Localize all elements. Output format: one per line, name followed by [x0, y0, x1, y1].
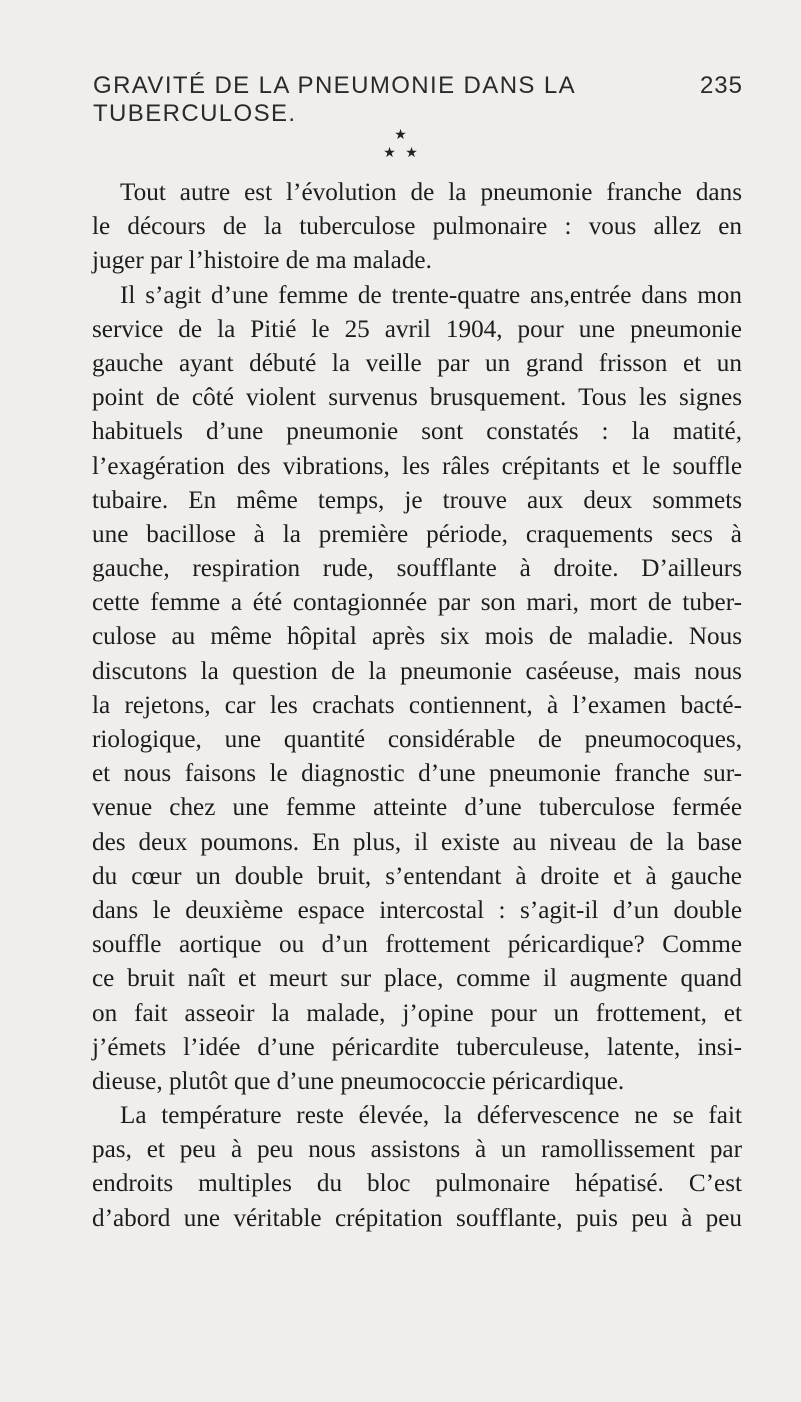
text-line: habituels d’une pneumonie sont constatés : la matité, [92, 418, 742, 446]
text-line: point de côté violent survenus brusquement. Tous les signes [92, 384, 742, 412]
paragraph-3 [92, 1099, 742, 1236]
text-line: culose au même hôpital après six mois de maladie. Nous [92, 623, 742, 651]
text-line: venue chez une femme atteinte d’une tuberculose fermée [92, 794, 742, 822]
page-header [93, 72, 743, 127]
text-line: juger par l’histoire de ma malade. [92, 247, 432, 275]
page-number: 235 [699, 72, 743, 99]
text-line: dans le deuxième espace intercostal : s’agit-il d’un double [92, 896, 742, 924]
text-line: pas, et peu à peu nous assistons à un ramollissement par [92, 1136, 742, 1164]
paragraph-2 [92, 279, 742, 1100]
text-line: la rejetons, car les crachats contiennent, à l’examen bacté- [92, 691, 742, 719]
text-line: cette femme a été contagionnée par son mari, mort de tuber- [92, 589, 742, 617]
text-line: des deux poumons. En plus, il existe au niveau de la base [92, 828, 742, 856]
text-line: le décours de la tuberculose pulmonaire : vous allez en [92, 213, 742, 241]
text-line: j’émets l’idée d’une péricardite tuberculeuse, latente, insi- [92, 1033, 742, 1061]
paragraph-1 [92, 176, 742, 279]
text-line: gauche ayant débuté la veille par un grand frisson et un [92, 349, 742, 377]
running-title: GRAVITÉ DE LA PNEUMONIE DANS LA TUBERCULOSE. [93, 72, 575, 127]
text-line: on fait asseoir la malade, j’opine pour un frottement, et [92, 999, 742, 1027]
text-line: ce bruit naît et meurt sur place, comme il augmente quand [92, 965, 742, 993]
text-line: Il s’agit d’une femme de trente-quatre ans,entrée dans mon [120, 281, 742, 309]
text-line: gauche, respiration rude, soufflante à droite. D’ailleurs [92, 555, 742, 583]
text-line: souffle aortique ou d’un frottement péricardique? Comme [92, 931, 742, 959]
text-line: dieuse, plutôt que d’une pneumococcie péricardique. [92, 1067, 625, 1095]
text-line: tubaire. En même temps, je trouve aux deux sommets [92, 486, 742, 514]
text-line: d’abord une véritable crépitation soufflante, puis peu à peu [92, 1204, 742, 1232]
text-line: service de la Pitié le 25 avril 1904, pour une pneumonie [92, 315, 742, 343]
text-line: du cœur un double bruit, s’entendant à droite et à gauche [92, 862, 742, 890]
asterism-star-top: ★ [394, 128, 407, 143]
text-line: l’exagération des vibrations, les râles crépitants et le souffle [92, 452, 742, 480]
text-line: une bacillose à la première période, craquements secs à [92, 520, 742, 548]
asterism-star-bottom-left: ★ [383, 146, 396, 161]
text-line: endroits multiples du bloc pulmonaire hépatisé. C’est [92, 1170, 742, 1198]
text-line: Tout autre est l’évolution de la pneumonie franche dans [120, 179, 742, 206]
asterism-section-break [0, 128, 801, 164]
body-text [92, 176, 742, 1236]
text-line: La température reste élevée, la défervescence ne se fait [120, 1102, 742, 1130]
text-line: riologique, une quantité considérable de pneumocoques, [92, 726, 742, 753]
asterism-star-bottom-right: ★ [405, 146, 418, 161]
text-line: discutons la question de la pneumonie caséeuse, mais nous [92, 657, 742, 685]
text-line: et nous faisons le diagnostic d’une pneumonie franche sur- [92, 760, 742, 788]
